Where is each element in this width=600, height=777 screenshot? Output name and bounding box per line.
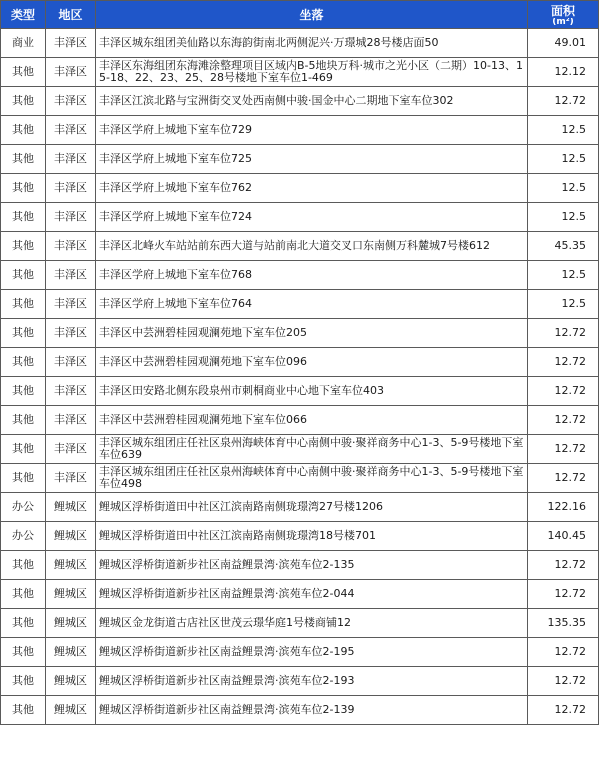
- cell-location: 鲤城区浮桥街道新步社区南益鲤景湾·滨苑车位2-193: [96, 667, 528, 696]
- cell-location: 丰泽区江滨北路与宝洲街交叉处西南侧中骏·国金中心二期地下室车位302: [96, 87, 528, 116]
- cell-district: 鲤城区: [46, 493, 96, 522]
- cell-district: 丰泽区: [46, 87, 96, 116]
- cell-type: 其他: [1, 87, 46, 116]
- header-district: 地区: [46, 1, 96, 29]
- cell-type: 其他: [1, 145, 46, 174]
- cell-area: 12.72: [528, 348, 599, 377]
- table-row: [1, 551, 599, 580]
- cell-district: 丰泽区: [46, 58, 96, 87]
- table-row: [1, 116, 599, 145]
- table-header: [1, 1, 599, 29]
- cell-type: 其他: [1, 638, 46, 667]
- cell-type: 其他: [1, 551, 46, 580]
- header-location: 坐落: [96, 1, 528, 29]
- cell-area: 12.72: [528, 319, 599, 348]
- cell-type: 其他: [1, 290, 46, 319]
- cell-location: 丰泽区学府上城地下室车位762: [96, 174, 528, 203]
- cell-area: 12.5: [528, 290, 599, 319]
- table-row: [1, 435, 599, 464]
- table-row: [1, 638, 599, 667]
- cell-area: 12.72: [528, 696, 599, 725]
- header-type: 类型: [1, 1, 46, 29]
- table-row: [1, 203, 599, 232]
- cell-area: 49.01: [528, 29, 599, 58]
- cell-area: 12.72: [528, 377, 599, 406]
- cell-type: 办公: [1, 493, 46, 522]
- table-row: [1, 522, 599, 551]
- cell-area: 12.72: [528, 638, 599, 667]
- table-row: [1, 406, 599, 435]
- table-row: [1, 348, 599, 377]
- cell-district: 鲤城区: [46, 667, 96, 696]
- cell-type: 其他: [1, 319, 46, 348]
- cell-district: 鲤城区: [46, 551, 96, 580]
- cell-type: 其他: [1, 406, 46, 435]
- table-row: [1, 319, 599, 348]
- cell-location: 鲤城区浮桥街道田中社区江滨南路南侧珑璟湾18号楼701: [96, 522, 528, 551]
- cell-district: 丰泽区: [46, 319, 96, 348]
- cell-area: 12.5: [528, 116, 599, 145]
- cell-area: 12.72: [528, 87, 599, 116]
- cell-district: 丰泽区: [46, 116, 96, 145]
- cell-area: 122.16: [528, 493, 599, 522]
- cell-location: 丰泽区城东组团美仙路以东海韵街南北两侧泥兴·万璟城28号楼店面50: [96, 29, 528, 58]
- cell-type: 其他: [1, 58, 46, 87]
- cell-type: 其他: [1, 261, 46, 290]
- cell-location: 鲤城区浮桥街道新步社区南益鲤景湾·滨苑车位2-135: [96, 551, 528, 580]
- table-row: [1, 29, 599, 58]
- cell-area: 12.5: [528, 203, 599, 232]
- table-row: [1, 493, 599, 522]
- cell-district: 鲤城区: [46, 522, 96, 551]
- cell-location: 丰泽区学府上城地下室车位724: [96, 203, 528, 232]
- cell-district: 丰泽区: [46, 232, 96, 261]
- cell-district: 丰泽区: [46, 29, 96, 58]
- cell-type: 其他: [1, 609, 46, 638]
- cell-area: 12.5: [528, 145, 599, 174]
- cell-district: 丰泽区: [46, 261, 96, 290]
- cell-type: 其他: [1, 232, 46, 261]
- cell-district: 鲤城区: [46, 580, 96, 609]
- cell-location: 丰泽区城东组团庄任社区泉州海峡体育中心南侧中骏·聚祥商务中心1-3、5-9号楼地下室车位639: [96, 435, 528, 464]
- cell-location: 丰泽区学府上城地下室车位764: [96, 290, 528, 319]
- cell-area: 12.72: [528, 406, 599, 435]
- header-area-label: 面积: [550, 3, 575, 18]
- table-row: [1, 261, 599, 290]
- cell-area: 12.72: [528, 464, 599, 493]
- cell-area: 12.72: [528, 435, 599, 464]
- table-row: [1, 87, 599, 116]
- cell-location: 丰泽区中芸洲碧桂园观澜苑地下室车位066: [96, 406, 528, 435]
- cell-location: 丰泽区中芸洲碧桂园观澜苑地下室车位096: [96, 348, 528, 377]
- cell-type: 其他: [1, 580, 46, 609]
- cell-district: 丰泽区: [46, 174, 96, 203]
- cell-type: 其他: [1, 203, 46, 232]
- cell-area: 45.35: [528, 232, 599, 261]
- header-area-unit: (m²): [552, 17, 574, 25]
- cell-district: 丰泽区: [46, 377, 96, 406]
- cell-type: 其他: [1, 696, 46, 725]
- table-row: [1, 377, 599, 406]
- cell-type: 办公: [1, 522, 46, 551]
- cell-district: 丰泽区: [46, 464, 96, 493]
- cell-location: 丰泽区北峰火车站站前东西大道与站前南北大道交叉口东南侧万科麓城7号楼612: [96, 232, 528, 261]
- table-row: [1, 174, 599, 203]
- table-row: [1, 464, 599, 493]
- table-row: [1, 667, 599, 696]
- cell-area: 12.12: [528, 58, 599, 87]
- table-row: [1, 58, 599, 87]
- cell-type: 其他: [1, 174, 46, 203]
- cell-type: 商业: [1, 29, 46, 58]
- cell-location: 丰泽区东海组团东海滩涂整理项目区域内B-5地块万科·城市之光小区（二期）10-13、15-18、22、23、25、28号楼地下室车位1-469: [96, 58, 528, 87]
- cell-district: 鲤城区: [46, 696, 96, 725]
- cell-location: 鲤城区浮桥街道新步社区南益鲤景湾·滨苑车位2-139: [96, 696, 528, 725]
- cell-area: 12.72: [528, 667, 599, 696]
- table-row: [1, 232, 599, 261]
- cell-location: 丰泽区学府上城地下室车位768: [96, 261, 528, 290]
- cell-district: 鲤城区: [46, 638, 96, 667]
- cell-location: 鲤城区浮桥街道新步社区南益鲤景湾·滨苑车位2-044: [96, 580, 528, 609]
- cell-type: 其他: [1, 435, 46, 464]
- cell-location: 丰泽区学府上城地下室车位725: [96, 145, 528, 174]
- cell-type: 其他: [1, 348, 46, 377]
- cell-area: 12.5: [528, 261, 599, 290]
- table-row: [1, 696, 599, 725]
- table-row: [1, 290, 599, 319]
- table-row: [1, 609, 599, 638]
- cell-area: 12.5: [528, 174, 599, 203]
- cell-type: 其他: [1, 116, 46, 145]
- cell-location: 丰泽区学府上城地下室车位729: [96, 116, 528, 145]
- table-row: [1, 580, 599, 609]
- cell-location: 鲤城区浮桥街道田中社区江滨南路南侧珑璟湾27号楼1206: [96, 493, 528, 522]
- cell-area: 12.72: [528, 551, 599, 580]
- header-area: [528, 1, 599, 29]
- cell-area: 140.45: [528, 522, 599, 551]
- table-row: [1, 145, 599, 174]
- cell-district: 鲤城区: [46, 609, 96, 638]
- cell-location: 丰泽区田安路北侧东段泉州市刺桐商业中心地下室车位403: [96, 377, 528, 406]
- cell-location: 丰泽区中芸洲碧桂园观澜苑地下室车位205: [96, 319, 528, 348]
- table-body: [1, 29, 599, 725]
- cell-area: 135.35: [528, 609, 599, 638]
- cell-district: 丰泽区: [46, 145, 96, 174]
- cell-district: 丰泽区: [46, 435, 96, 464]
- cell-location: 鲤城区浮桥街道新步社区南益鲤景湾·滨苑车位2-195: [96, 638, 528, 667]
- cell-district: 丰泽区: [46, 406, 96, 435]
- cell-district: 丰泽区: [46, 290, 96, 319]
- cell-type: 其他: [1, 464, 46, 493]
- cell-location: 丰泽区城东组团庄任社区泉州海峡体育中心南侧中骏·聚祥商务中心1-3、5-9号楼地下室车位498: [96, 464, 528, 493]
- cell-location: 鲤城区金龙街道古店社区世茂云璟华庭1号楼商铺12: [96, 609, 528, 638]
- cell-district: 丰泽区: [46, 203, 96, 232]
- cell-area: 12.72: [528, 580, 599, 609]
- cell-district: 丰泽区: [46, 348, 96, 377]
- cell-type: 其他: [1, 667, 46, 696]
- cell-type: 其他: [1, 377, 46, 406]
